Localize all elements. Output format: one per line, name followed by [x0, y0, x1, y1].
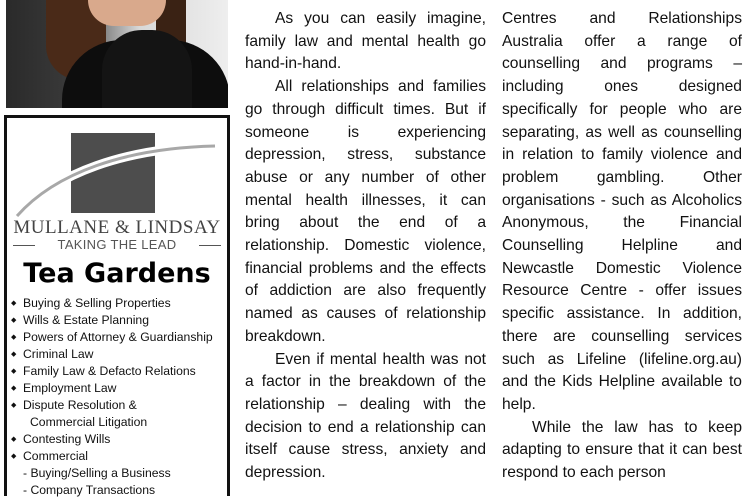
- service-item: ◆ Contesting Wills: [10, 431, 228, 448]
- service-item: ◆ Criminal Law: [10, 346, 228, 363]
- firm-tagline: TAKING THE LEAD: [57, 237, 177, 252]
- service-item: ◆ Wills & Estate Planning: [10, 312, 228, 329]
- service-item: - Buying/Selling a Business: [23, 466, 171, 480]
- article-paragraph: While the law has to keep adapting to ensure that it can best respond to each person: [502, 418, 742, 482]
- article-column-2: [502, 8, 742, 485]
- article-paragraph: As you can easily imagine, family law and mental health go hand-in-hand.: [245, 10, 486, 73]
- article-paragraph: All relationships and families go through difficult times. But if someone is experiencing depression, stress, substance abuse or any number of other mental health illnesses, it can bring about the end of a relationship. Domestic violence, financial problems and the effects of addiction are also frequently named as causes of relationship breakdown.: [245, 78, 486, 345]
- service-item: ◆ Family Law & Defacto Relations: [10, 363, 228, 380]
- services-list: [10, 295, 228, 499]
- portrait-photo: [6, 0, 228, 108]
- firm-logo-icon: [15, 128, 223, 218]
- tagline-row: [13, 237, 221, 253]
- article-paragraph: Centres and Relationships Australia offer a range of counselling and programs – including ones designed specifically for people who are separating, as well as counselling in relation to family violence and problem gambling. Other organisations - such as Alcoholics Anonymous, the Financial Counselling Helpline and Newcastle Domestic Violence Resource Centre - offer issues specific assistance. In addition, there are counselling services such as Lifeline (lifeline.org.au) and the Kids Helpline available to help.: [502, 10, 742, 413]
- article-paragraph: Even if mental health was not a factor in the breakdown of the relationship – dealing with the decision to end a relationship can itself cause stress, anxiety and depression.: [245, 350, 486, 482]
- service-item: ◆ Employment Law: [10, 380, 228, 397]
- divider: [199, 245, 221, 246]
- article-column-1: [245, 8, 486, 485]
- service-item: - Company Transactions: [23, 483, 156, 497]
- service-item: Commercial Litigation: [30, 415, 148, 429]
- firm-name: MULLANE & LINDSAY: [13, 217, 221, 238]
- service-item: ◆ Powers of Attorney & Guardianship: [10, 329, 228, 346]
- service-item: ◆ Buying & Selling Properties: [10, 295, 228, 312]
- left-column: [0, 0, 236, 496]
- office-title: Tea Gardens: [23, 258, 211, 289]
- law-firm-advertisement: [4, 115, 230, 496]
- service-item: ◆ Commercial: [10, 448, 228, 465]
- divider: [13, 245, 35, 246]
- service-item: ◆ Dispute Resolution &: [10, 397, 228, 414]
